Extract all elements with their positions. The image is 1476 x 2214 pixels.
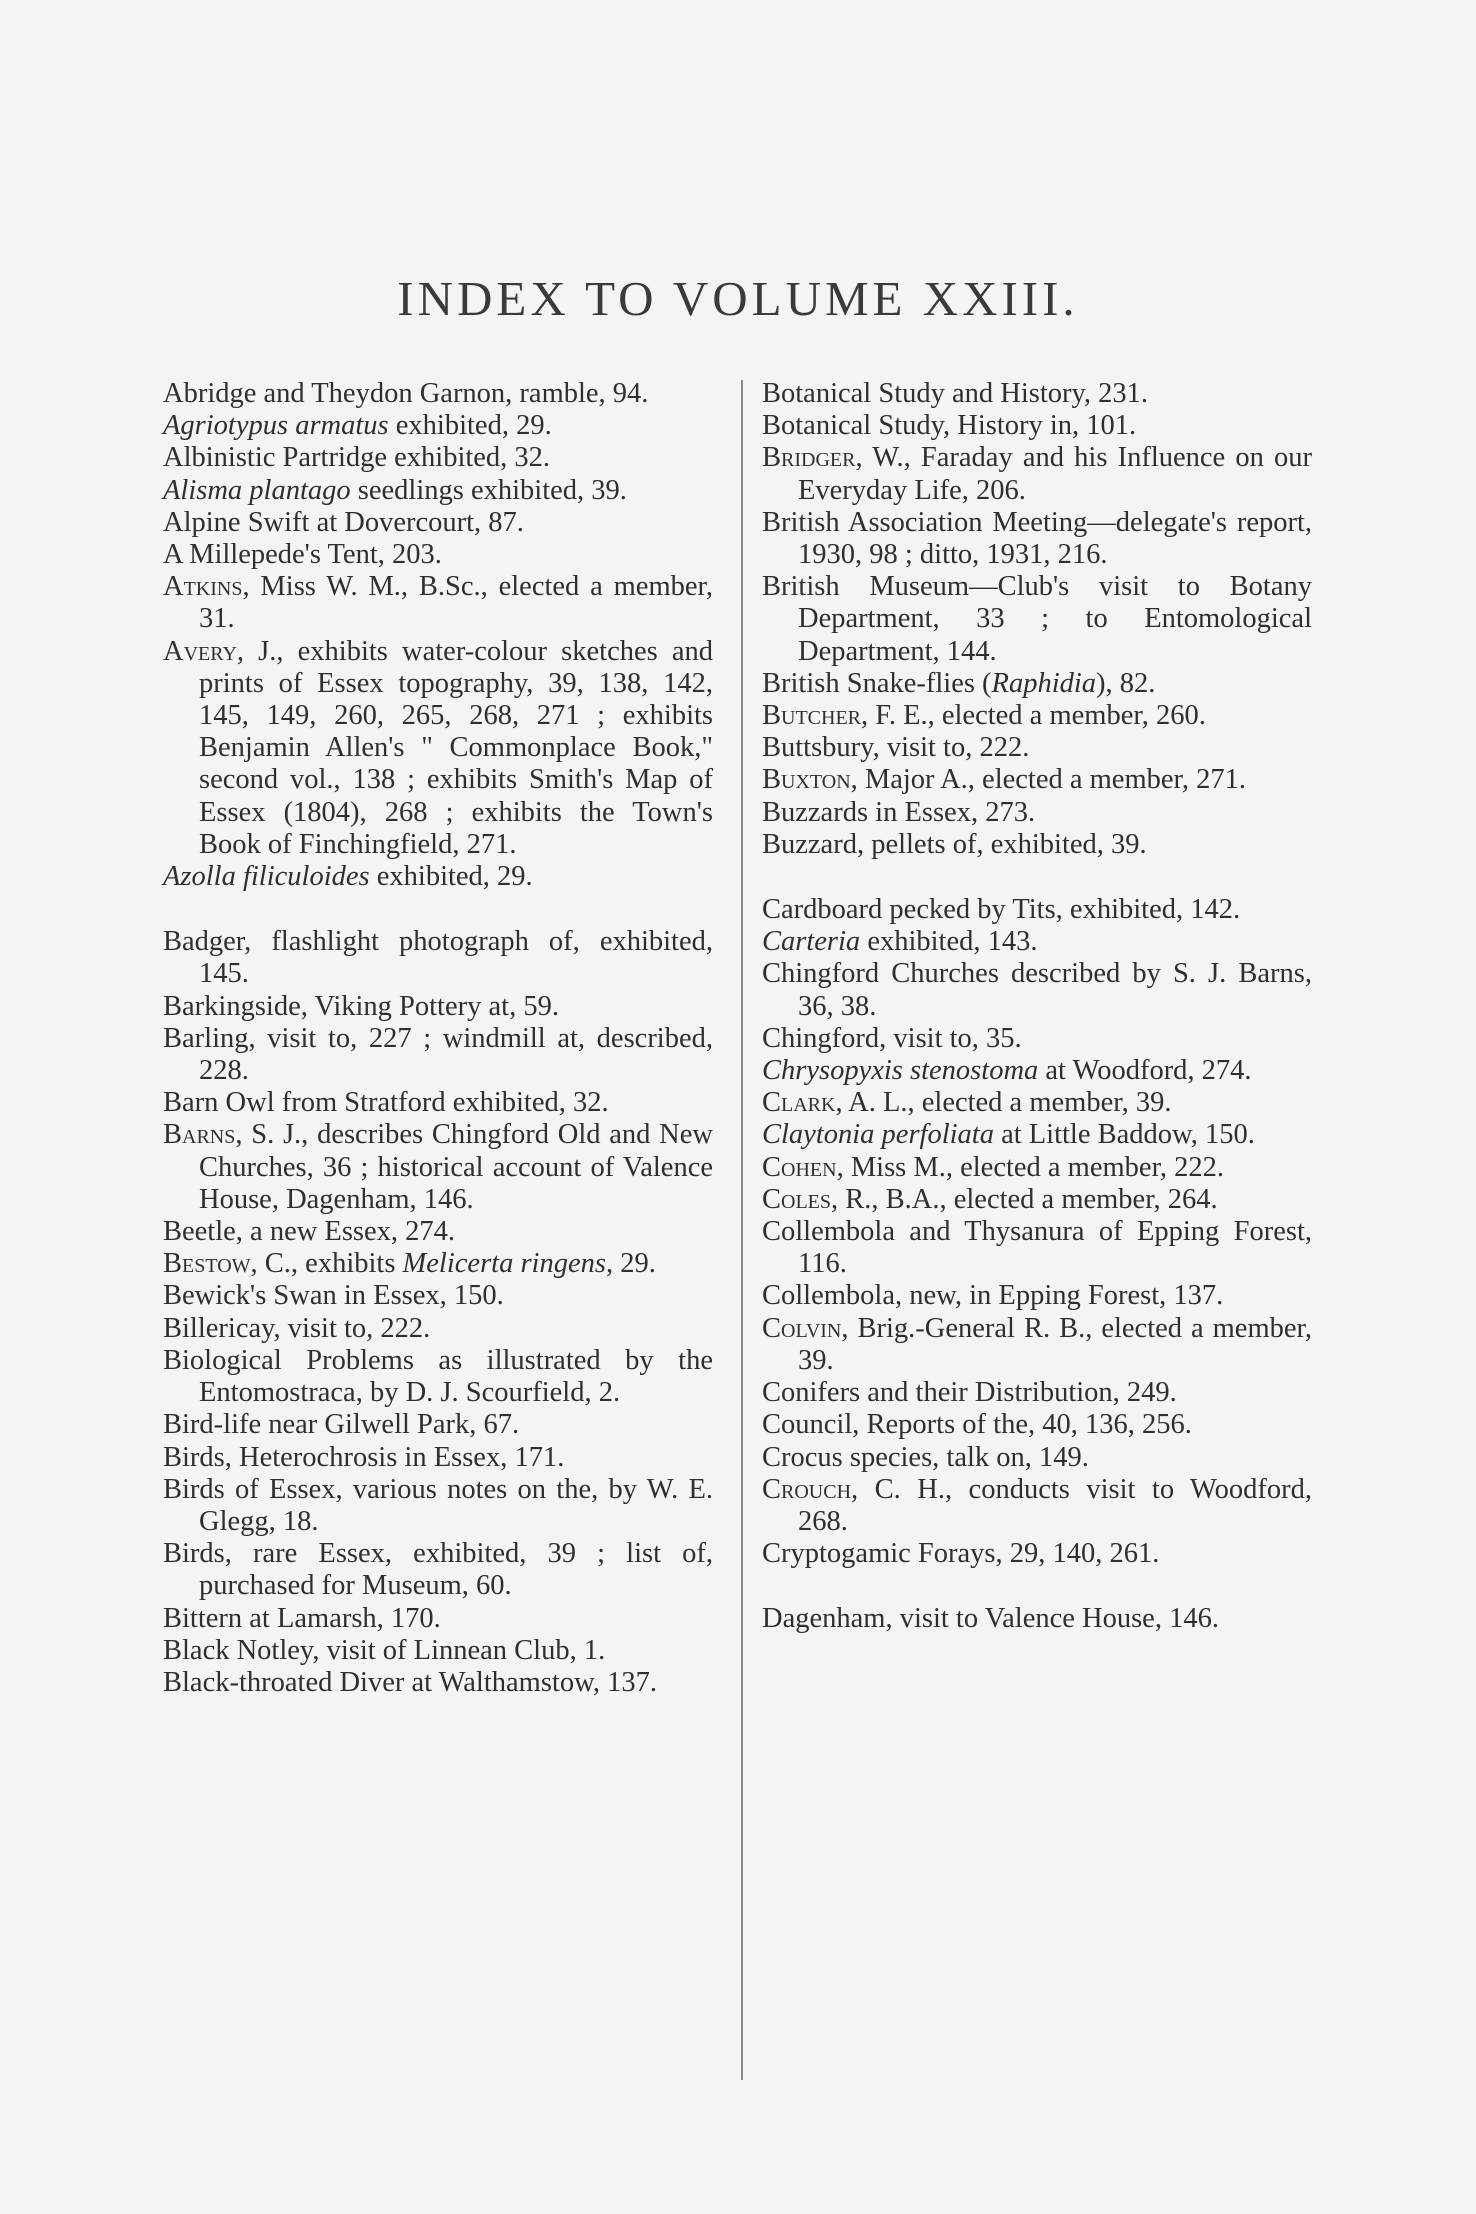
entry-text: Crocus species, talk on, 149. xyxy=(762,1441,1089,1473)
index-entry xyxy=(762,410,1312,442)
entry-text: British Snake-flies ( xyxy=(762,667,992,699)
page-title: INDEX TO VOLUME XXIII. xyxy=(397,271,1079,326)
index-entry xyxy=(762,442,1312,506)
author-name: Bridger xyxy=(762,442,856,474)
index-entry xyxy=(762,1603,1312,1635)
index-entry xyxy=(163,926,713,990)
entry-text: Dagenham, visit to Valence House, 146. xyxy=(762,1603,1219,1635)
section-gap xyxy=(762,1570,1312,1603)
index-entry xyxy=(762,764,1312,796)
index-entry xyxy=(762,1377,1312,1409)
index-entry xyxy=(163,1313,713,1345)
italic-term: Raphidia xyxy=(991,667,1097,699)
author-name: Atkins xyxy=(163,571,243,603)
index-entry xyxy=(762,1280,1312,1312)
index-entry xyxy=(163,1442,713,1474)
column-divider xyxy=(741,380,743,2080)
entry-text: Collembola, new, in Epping Forest, 137. xyxy=(762,1280,1224,1312)
entry-text: , Miss M., elected a member, 222. xyxy=(836,1151,1225,1183)
author-name: Colvin xyxy=(762,1312,842,1344)
index-entry xyxy=(163,1603,713,1635)
entry-text: , Major A., elected a member, 271. xyxy=(850,764,1246,796)
index-entry xyxy=(762,571,1312,668)
italic-term: Agriotypus armatus xyxy=(163,410,389,442)
index-entry xyxy=(163,1409,713,1441)
entry-text: Collembola and Thysanura of Epping Forest, 116. xyxy=(762,1216,1312,1280)
entry-text: Birds, rare Essex, exhibited, 39 ; list of, purchased for Museum, 60. xyxy=(163,1538,713,1602)
entry-text: , Miss W. M., B.Sc., elected a member, 31. xyxy=(199,571,713,635)
entry-text: British Museum—Club's visit to Botany Department, 33 ; to Entomological Department, 144. xyxy=(762,571,1312,667)
entry-text: exhibited, 29. xyxy=(388,410,552,442)
index-entry xyxy=(762,1184,1312,1216)
index-entry xyxy=(163,1667,713,1699)
index-column-left xyxy=(163,378,713,1699)
index-entry xyxy=(762,1055,1312,1087)
index-entry xyxy=(163,1538,713,1602)
author-name: Coles xyxy=(762,1183,832,1215)
entry-text: A Millepede's Tent, 203. xyxy=(163,539,442,571)
entry-text: Beetle, a new Essex, 274. xyxy=(163,1216,456,1248)
section-gap xyxy=(163,893,713,926)
entry-text: Bird-life near Gilwell Park, 67. xyxy=(163,1409,520,1441)
italic-term: Carteria xyxy=(762,926,861,958)
index-entry xyxy=(762,926,1312,958)
entry-text: , F. E., elected a member, 260. xyxy=(861,700,1206,732)
index-entry xyxy=(163,475,713,507)
index-entry xyxy=(163,539,713,571)
index-entry xyxy=(762,507,1312,571)
entry-text: , W., Faraday and his Influence on our Everyday Life, 206. xyxy=(798,442,1312,506)
index-column-right xyxy=(762,378,1312,1636)
author-name: Bestow xyxy=(163,1248,251,1280)
index-entry xyxy=(163,1474,713,1538)
index-entry xyxy=(762,1409,1312,1441)
entry-text: Bittern at Lamarsh, 170. xyxy=(163,1602,441,1634)
entry-text: Albinistic Partridge exhibited, 32. xyxy=(163,442,551,474)
index-entry xyxy=(762,668,1312,700)
entry-text: Biological Problems as illustrated by the Entomostraca, by D. J. Scourfield, 2. xyxy=(163,1344,713,1409)
index-entry xyxy=(762,1152,1312,1184)
entry-text: Chingford Churches described by S. J. Barns, 36, 38. xyxy=(762,958,1312,1022)
entry-text: Barkingside, Viking Pottery at, 59. xyxy=(163,990,559,1022)
entry-text: Badger, flashlight photograph of, exhibited, 145. xyxy=(163,926,713,990)
index-entry xyxy=(163,1248,713,1280)
italic-term: Claytonia perfoliata xyxy=(762,1119,994,1151)
entry-text: Conifers and their Distribution, 249. xyxy=(762,1377,1177,1409)
entry-text: Abridge and Theydon Garnon, ramble, 94. xyxy=(163,378,649,409)
entry-text: Buzzards in Essex, 273. xyxy=(762,796,1036,828)
index-entry xyxy=(762,1216,1312,1280)
entry-text: , S. J., describes Chingford Old and New Churches, 36 ; historical account of Valence House, Dagenham, 146. xyxy=(199,1119,713,1215)
entry-text: British Association Meeting—delegate's report, 1930, 98 ; ditto, 1931, 216. xyxy=(762,506,1312,571)
entry-text: Birds of Essex, various notes on the, by W. E. Glegg, 18. xyxy=(163,1473,713,1537)
entry-text: Buzzard, pellets of, exhibited, 39. xyxy=(762,828,1147,860)
index-entry xyxy=(163,1119,713,1216)
entry-text: Barling, visit to, 227 ; windmill at, described, 228. xyxy=(163,1022,713,1087)
author-name: Cohen xyxy=(762,1151,837,1183)
index-entry xyxy=(762,700,1312,732)
entry-text: Birds, Heterochrosis in Essex, 171. xyxy=(163,1441,565,1473)
index-entry xyxy=(762,894,1312,926)
author-name: Barns xyxy=(163,1119,236,1151)
index-entry xyxy=(163,1280,713,1312)
index-entry xyxy=(163,636,713,861)
entry-text: Cryptogamic Forays, 29, 140, 261. xyxy=(762,1538,1160,1570)
index-entry xyxy=(762,1119,1312,1151)
index-entry xyxy=(163,1345,713,1409)
entry-text: Botanical Study and History, 231. xyxy=(762,378,1149,409)
index-entry xyxy=(163,991,713,1023)
index-entry xyxy=(163,1023,713,1087)
index-entry xyxy=(163,571,713,635)
entry-text: , J., exhibits water-colour sketches and prints of Essex topography, 39, 138, 142, 145, 149, 260, 265, 268, 271 ; exhibits Benjamin Allen's " Commonplace Book," second vol., 138 ; exhibits Smith's Map of Essex (1804), 268 ; exhibits the Town's Book of Finchingfield, 271. xyxy=(199,635,713,860)
italic-term: Azolla filiculoides xyxy=(163,861,370,893)
entry-text: Botanical Study, History in, 101. xyxy=(762,410,1137,442)
index-entry xyxy=(163,1635,713,1667)
entry-text: Bewick's Swan in Essex, 150. xyxy=(163,1280,504,1312)
index-entry xyxy=(163,378,713,410)
section-gap xyxy=(762,861,1312,894)
index-entry xyxy=(762,732,1312,764)
italic-term: Melicerta ringens xyxy=(402,1248,606,1280)
index-entry xyxy=(762,1538,1312,1570)
index-entry xyxy=(762,958,1312,1022)
index-entry xyxy=(163,1216,713,1248)
entry-text: Billericay, visit to, 222. xyxy=(163,1312,431,1344)
entry-text: Alpine Swift at Dovercourt, 87. xyxy=(163,506,524,538)
index-entry xyxy=(163,507,713,539)
entry-text: Black-throated Diver at Walthamstow, 137. xyxy=(163,1666,657,1698)
entry-text: at Little Baddow, 150. xyxy=(993,1119,1255,1151)
entry-text: , C. H., conducts visit to Woodford, 268. xyxy=(798,1473,1312,1537)
index-entry xyxy=(163,1087,713,1119)
author-name: Crouch xyxy=(762,1473,852,1505)
entry-text: , Brig.-General R. B., elected a member, 39. xyxy=(798,1312,1312,1376)
entry-text: Chingford, visit to, 35. xyxy=(762,1022,1022,1054)
index-entry xyxy=(163,442,713,474)
index-entry xyxy=(762,1474,1312,1538)
italic-term: Chrysopyxis stenostoma xyxy=(762,1055,1039,1087)
index-entry xyxy=(762,378,1312,410)
entry-text: Barn Owl from Stratford exhibited, 32. xyxy=(163,1087,609,1119)
entry-text: at Woodford, 274. xyxy=(1038,1055,1252,1087)
italic-term: Alisma plantago xyxy=(163,474,351,506)
entry-text: seedlings exhibited, 39. xyxy=(350,474,627,506)
author-name: Avery xyxy=(163,635,237,667)
entry-text: ), 82. xyxy=(1096,667,1156,699)
entry-text: exhibited, 29. xyxy=(369,861,533,893)
index-entry xyxy=(163,861,713,893)
entry-text: , C., exhibits xyxy=(250,1248,403,1280)
index-entry xyxy=(762,1313,1312,1377)
index-entry xyxy=(762,1023,1312,1055)
index-entry xyxy=(762,1087,1312,1119)
index-entry xyxy=(762,797,1312,829)
author-name: Buxton xyxy=(762,764,851,796)
entry-text: Buttsbury, visit to, 222. xyxy=(762,732,1030,764)
entry-text: exhibited, 143. xyxy=(860,926,1038,958)
entry-text: Council, Reports of the, 40, 136, 256. xyxy=(762,1409,1192,1441)
entry-text: , A. L., elected a member, 39. xyxy=(835,1087,1172,1119)
index-entry xyxy=(762,1442,1312,1474)
author-name: Clark xyxy=(762,1087,836,1119)
entry-text: , 29. xyxy=(605,1248,656,1280)
index-entry xyxy=(163,410,713,442)
author-name: Butcher xyxy=(762,700,862,732)
entry-text: Black Notley, visit of Linnean Club, 1. xyxy=(163,1634,606,1666)
entry-text: Cardboard pecked by Tits, exhibited, 142. xyxy=(762,894,1241,926)
entry-text: , R., B.A., elected a member, 264. xyxy=(831,1183,1218,1215)
index-entry xyxy=(762,829,1312,861)
